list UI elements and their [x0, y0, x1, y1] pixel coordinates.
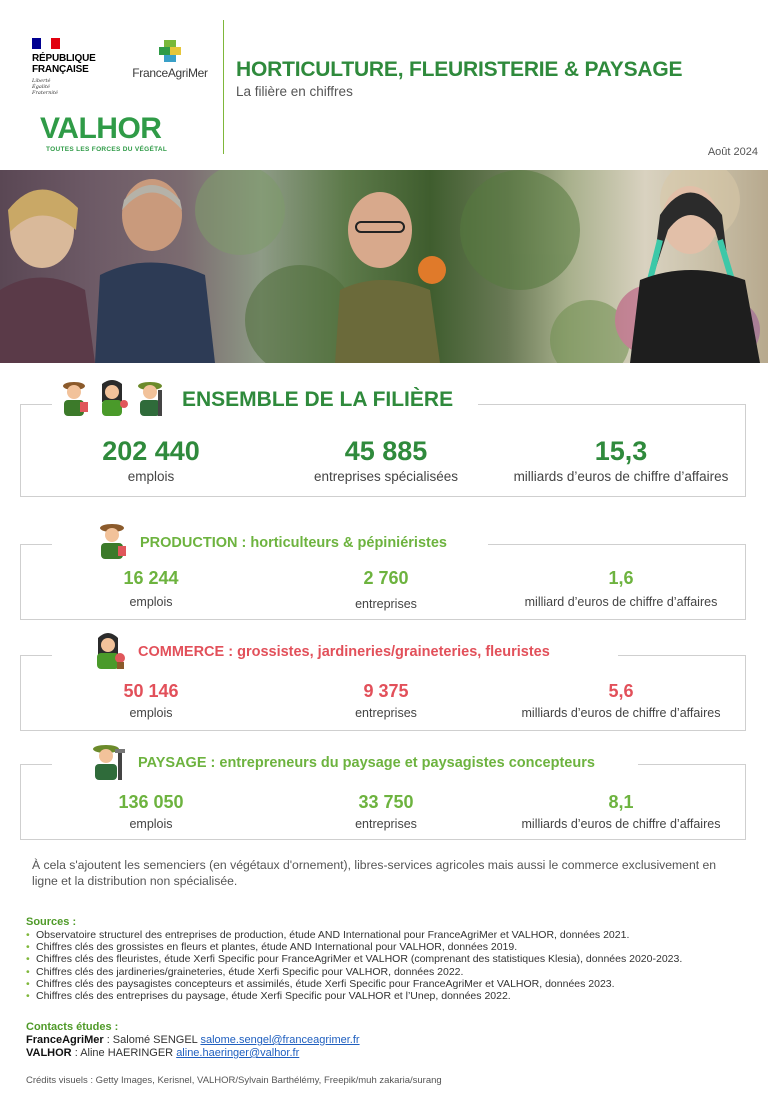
rf-title-line2: FRANÇAISE: [32, 64, 89, 75]
sources-block: [26, 916, 682, 1002]
paysage-stat-jobs: [61, 792, 241, 831]
overall-heading-text: ENSEMBLE DE LA FILIÈRE: [182, 388, 454, 411]
contact-row-franceagrimer: [26, 1034, 360, 1047]
woman-photo: [0, 189, 95, 363]
gardener-icon: [96, 520, 128, 560]
production-stat-jobs: [61, 568, 241, 609]
stat-value: 15,3: [594, 436, 648, 466]
contact-org: FranceAgriMer: [26, 1034, 104, 1046]
paysage-heading-bold: PAYSAGE: [138, 755, 207, 771]
landscaper-icon: [90, 741, 126, 781]
workers-group-icon: [58, 378, 170, 418]
stat-value: 8,1: [608, 792, 634, 812]
banner-photo-illustration: [0, 170, 768, 363]
production-heading-bold: PRODUCTION: [140, 535, 238, 551]
franceagrimer-mark-icon: [159, 40, 181, 62]
stat-label: emplois: [129, 706, 173, 720]
stat-value: 136 050: [118, 792, 184, 812]
production-stat-companies: [291, 568, 481, 611]
valhor-name: VALHOR: [40, 112, 162, 145]
contacts-title: Contacts études :: [26, 1021, 119, 1033]
commerce-heading-bold: COMMERCE: [138, 644, 225, 660]
source-item: • Chiffres clés des entreprises du paysage, étude Xerfi Specific pour VALHOR et l’Unep, données 2022.: [26, 990, 682, 1002]
source-item: • Chiffres clés des fleuristes, étude Xerfi Specific pour FranceAgriMer et VALHOR (comprenant des statistiques Klesia), données 2020-2023.: [26, 953, 682, 965]
florist-woman-photo: [630, 186, 760, 363]
stat-value: 5,6: [608, 681, 634, 701]
stat-value: 16 244: [123, 568, 179, 588]
stat-label: entreprises spécialisées: [313, 469, 459, 484]
contact-org: VALHOR: [26, 1047, 72, 1059]
paysage-heading: [90, 741, 595, 781]
contact-email-link[interactable]: salome.sengel@franceagrimer.fr: [200, 1034, 360, 1046]
stat-value: 50 146: [123, 681, 179, 701]
page-subtitle: La filière en chiffres: [236, 84, 353, 99]
production-heading: [96, 520, 447, 560]
overall-stat-companies: [291, 436, 481, 484]
paysage-stat-companies: [291, 792, 481, 831]
contact-person: : Salomé SENGEL: [103, 1034, 201, 1046]
rf-title-line1: RÉPUBLIQUE: [32, 53, 96, 64]
commerce-stat-jobs: [61, 681, 241, 720]
overall-stat-revenue: [501, 436, 741, 484]
photo-banner: [0, 170, 768, 363]
stat-value: 1,6: [608, 568, 634, 588]
stat-value: 9 375: [363, 681, 409, 701]
paysage-heading-rest: : entrepreneurs du paysage et paysagistes concepteurs: [206, 755, 595, 771]
franceagrimer-logo: [126, 40, 214, 80]
stat-label: entreprises: [355, 597, 417, 611]
rf-motto-line3: Fraternité: [32, 90, 58, 96]
rf-motto-line2: Égalité: [32, 84, 50, 90]
stat-label: milliards d’euros de chiffre d’affaires: [513, 469, 729, 484]
commerce-stat-companies: [291, 681, 481, 720]
rf-motto-line1: Liberté: [32, 78, 51, 84]
commerce-stat-revenue: [501, 681, 741, 720]
source-item: • Chiffres clés des jardineries/graineteries, étude Xerfi Specific pour VALHOR, données 2022.: [26, 966, 682, 978]
landscaper-icon: [138, 382, 162, 416]
stat-label: emplois: [129, 595, 173, 609]
source-item: • Observatoire structurel des entreprises de production, étude AND International pour FranceAgriMer et VALHOR, données 2021.: [26, 929, 682, 941]
additional-note: À cela s'ajoutent les semenciers (en végétaux d'ornement), libres-services agricoles mais aussi le commerce exclusivement en ligne et la distribution non spécialisée.: [32, 858, 717, 888]
stat-label: milliard d’euros de chiffre d’affaires: [524, 595, 718, 609]
contact-email-link[interactable]: aline.haeringer@valhor.fr: [176, 1047, 300, 1059]
stat-label: emplois: [129, 817, 173, 831]
photo-credits: Crédits visuels : Getty Images, Kerisnel, VALHOR/Sylvain Barthélémy, Freepik/muh zakaria/surang: [26, 1075, 442, 1086]
sources-list: [26, 929, 682, 1002]
republique-francaise-logo: [32, 38, 112, 96]
stat-value: 202 440: [102, 436, 200, 466]
stat-label: entreprises: [355, 817, 417, 831]
publication-date: Août 2024: [707, 146, 758, 158]
paysage-stat-revenue: [501, 792, 741, 831]
production-stat-revenue: [501, 568, 741, 609]
stat-value: 2 760: [363, 568, 409, 588]
stat-label: entreprises: [355, 706, 417, 720]
overall-heading: [58, 378, 453, 418]
gardener-icon: [63, 382, 88, 416]
french-flag-icon: [32, 38, 60, 49]
franceagrimer-name: FranceAgriMer: [132, 66, 208, 80]
stat-value: 45 885: [344, 436, 428, 466]
stat-label: emplois: [127, 469, 175, 484]
valhor-logo: [40, 114, 167, 153]
source-item: • Chiffres clés des paysagistes concepteurs et assimilés, étude Xerfi Specific pour FranceAgriMer et VALHOR, données 2023.: [26, 978, 682, 990]
florist-icon: [92, 630, 126, 670]
contact-person: : Aline HAERINGER: [71, 1047, 177, 1059]
stat-label: milliards d’euros de chiffre d’affaires: [521, 817, 721, 831]
page-title: HORTICULTURE, FLEURISTERIE & PAYSAGE: [236, 58, 683, 81]
pruning-man-photo: [335, 192, 446, 363]
florist-icon: [102, 380, 128, 416]
commerce-heading-rest: : grossistes, jardineries/graineteries, fleuristes: [224, 644, 550, 660]
header-divider: [223, 20, 224, 154]
stat-label: milliards d’euros de chiffre d’affaires: [521, 706, 721, 720]
contacts-block: [26, 1021, 360, 1060]
sources-title: Sources :: [26, 916, 77, 928]
commerce-heading: [92, 630, 550, 670]
source-item: • Chiffres clés des grossistes en fleurs et plantes, étude AND International pour VALHOR, données 2019.: [26, 941, 682, 953]
valhor-tagline: TOUTES LES FORCES DU VÉGÉTAL: [46, 146, 168, 153]
production-heading-rest: : horticulteurs & pépiniéristes: [237, 535, 447, 551]
stat-value: 33 750: [358, 792, 414, 812]
overall-stat-jobs: [61, 436, 241, 484]
contact-row-valhor: [26, 1047, 360, 1060]
